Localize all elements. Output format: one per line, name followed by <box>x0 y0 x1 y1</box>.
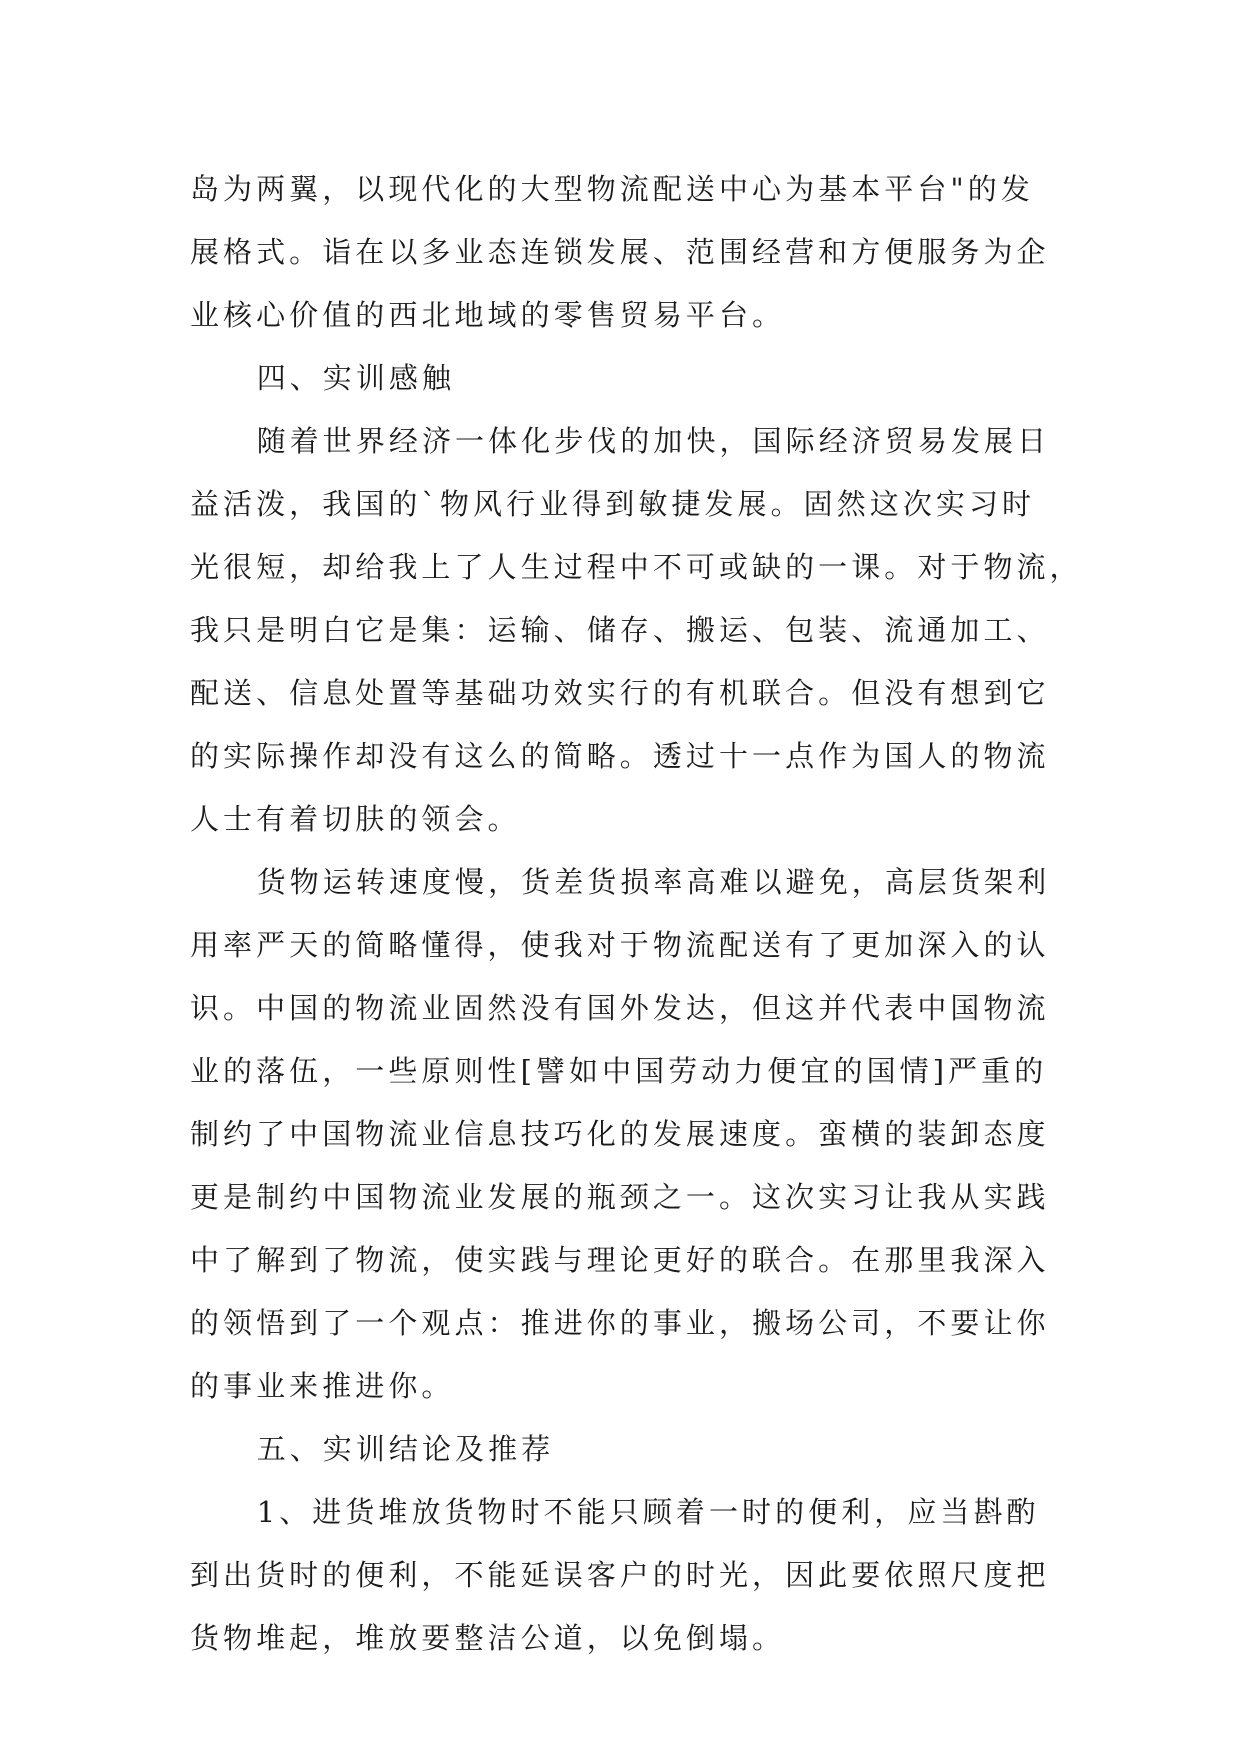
text-line: 业核心价值的西北地域的零售贸易平台。 <box>190 298 786 332</box>
text-line: 更是制约中国物流业发展的瓶颈之一。这次实习让我从实践 <box>190 1180 1050 1214</box>
text-line: 中了解到了物流，使实践与理论更好的联合。在那里我深入 <box>190 1243 1050 1277</box>
text-line: 随着世界经济一体化步伐的加快，国际经济贸易发展日 <box>256 424 1051 458</box>
text-line: 光很短，却给我上了人生过程中不可或缺的一课。对于物流， <box>190 550 1083 584</box>
text-line: 展格式。诣在以多业态连锁发展、范围经营和方便服务为企 <box>190 235 1050 269</box>
text-line: 岛为两翼，以现代化的大型物流配送中心为基本平台"的发 <box>190 172 1034 206</box>
text-line: 业的落伍，一些原则性[譬如中国劳动力便宜的国情]严重的 <box>190 1054 1048 1088</box>
text-line: 用率严天的简略懂得，使我对于物流配送有了更加深入的认 <box>190 928 1050 962</box>
text-line: 1、进货堆放货物时不能只顾着一时的便利，应当斟酌 <box>256 1495 1040 1529</box>
document-body <box>190 158 1083 1670</box>
text-line: 制约了中国物流业信息技巧化的发展速度。蛮横的装卸态度 <box>190 1117 1050 1151</box>
text-line: 人士有着切肤的领会。 <box>190 802 521 836</box>
text-line: 货物运转速度慢，货差货损率高难以避免，高层货架利 <box>256 865 1051 899</box>
text-line: 的实际操作却没有这么的简略。透过十一点作为国人的物流 <box>190 739 1050 773</box>
text-line: 的领悟到了一个观点：推进你的事业，搬场公司，不要让你 <box>190 1306 1050 1340</box>
text-line: 到出货时的便利，不能延误客户的时光，因此要依照尺度把 <box>190 1558 1050 1592</box>
text-line: 我只是明白它是集：运输、储存、搬运、包装、流通加工、 <box>190 613 1050 647</box>
section-heading: 四、实训感触 <box>256 361 456 395</box>
section-heading: 五、实训结论及推荐 <box>256 1432 555 1466</box>
text-line: 货物堆起，堆放要整洁公道，以免倒塌。 <box>190 1621 786 1655</box>
text-line: 配送、信息处置等基础功效实行的有机联合。但没有想到它 <box>190 676 1050 710</box>
text-line: 的事业来推进你。 <box>190 1369 455 1403</box>
text-line: 益活泼，我国的`物风行业得到敏捷发展。固然这次实习时 <box>190 487 1036 521</box>
text-line: 识。中国的物流业固然没有国外发达，但这并代表中国物流 <box>190 991 1050 1025</box>
